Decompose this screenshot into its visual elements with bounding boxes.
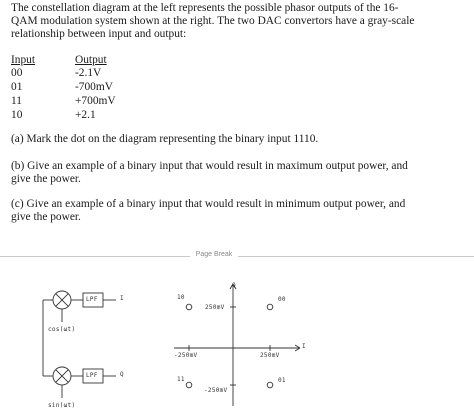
constellation-point bbox=[267, 304, 273, 310]
constellation-diagram bbox=[160, 270, 320, 412]
constellation-point bbox=[267, 382, 273, 388]
i-tick-right-label: 250mV bbox=[260, 352, 280, 359]
input-cell: 01 bbox=[11, 81, 23, 93]
page-break-label: Page Break bbox=[190, 251, 238, 258]
input-cell: 00 bbox=[11, 67, 23, 79]
q-tick-top-label: 250mV bbox=[205, 304, 225, 311]
page-break-line-left bbox=[0, 256, 190, 257]
output-cell: +700mV bbox=[75, 95, 116, 107]
lpf-bottom-label: LPF bbox=[86, 372, 98, 379]
constellation-point bbox=[186, 382, 192, 388]
lpf-top-label: LPF bbox=[86, 296, 98, 303]
input-header: Input bbox=[11, 54, 36, 66]
point-label-10: 10 bbox=[177, 294, 185, 301]
question-c-line-1: (c) Give an example of a binary input that would result in minimum output power, and bbox=[11, 198, 406, 210]
intro-line-1: The constellation diagram at the left represents the possible phasor outputs of the 16- bbox=[11, 2, 399, 14]
output-header: Output bbox=[75, 54, 107, 66]
question-b-line-2: give the power. bbox=[11, 173, 81, 185]
point-label-11: 11 bbox=[177, 376, 185, 383]
input-cell: 10 bbox=[11, 109, 23, 121]
q-axis-label: Q bbox=[232, 282, 236, 289]
cos-label: cos(ωt) bbox=[48, 326, 76, 333]
sin-label: sin(ωt) bbox=[48, 402, 76, 409]
output-cell: -2.1V bbox=[75, 67, 102, 79]
input-cell: 11 bbox=[11, 95, 22, 107]
intro-line-2: QAM modulation system shown at the right. The two DAC convertors have a gray-scale bbox=[11, 15, 415, 27]
q-tick-bottom-label: -250mV bbox=[204, 387, 228, 394]
question-b-line-1: (b) Give an example of a binary input that would result in maximum output power, and bbox=[11, 160, 408, 172]
intro-line-3: relationship between input and output: bbox=[11, 28, 187, 40]
question-c-line-2: give the power. bbox=[11, 211, 81, 223]
point-label-01: 01 bbox=[278, 377, 286, 384]
constellation-point bbox=[186, 304, 192, 310]
i-output-label: I bbox=[120, 295, 124, 302]
output-cell: -700mV bbox=[75, 81, 113, 93]
point-label-00: 00 bbox=[278, 296, 286, 303]
question-a: (a) Mark the dot on the diagram representing the binary input 1110. bbox=[11, 133, 319, 145]
i-tick-left-label: -250mV bbox=[174, 352, 198, 359]
i-axis-label: I bbox=[302, 343, 306, 350]
q-output-label: Q bbox=[120, 371, 124, 378]
output-cell: +2.1 bbox=[75, 109, 96, 121]
page-break-line-right bbox=[238, 256, 474, 257]
